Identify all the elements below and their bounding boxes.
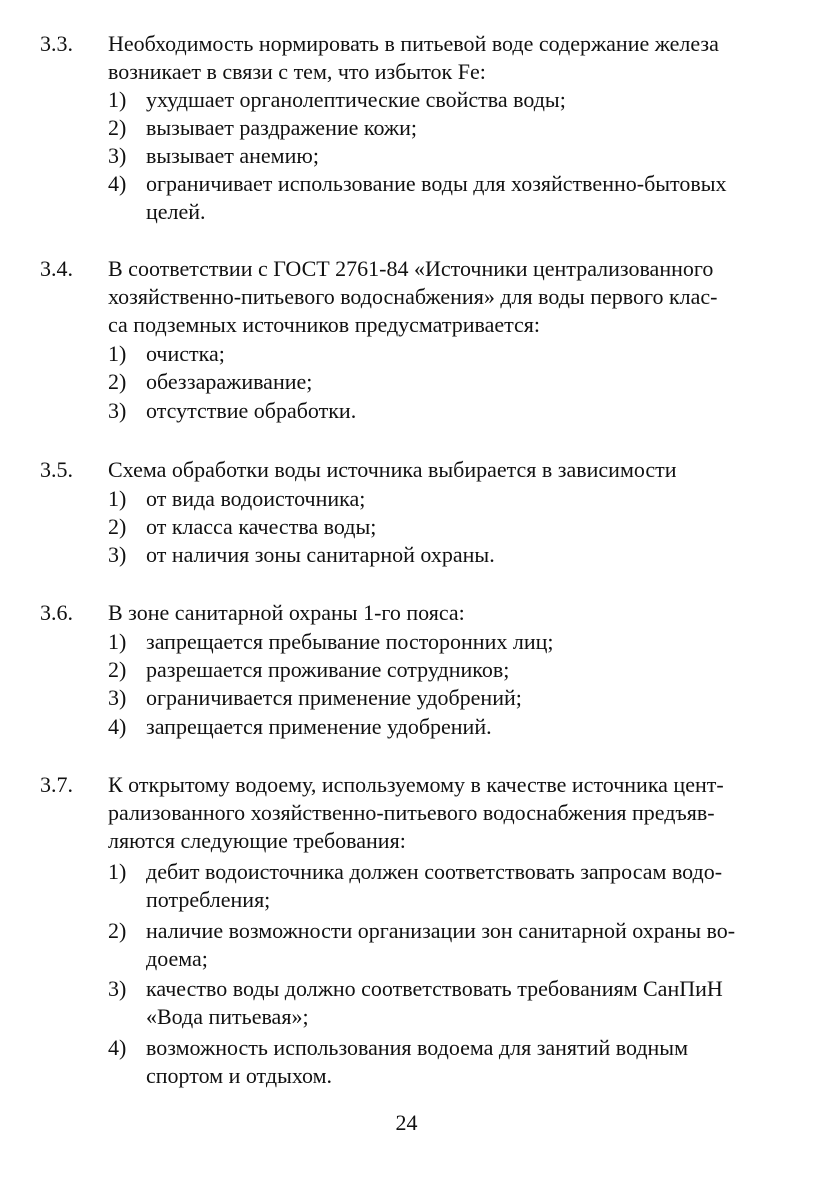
- option-number: 3): [108, 398, 127, 423]
- option-text: очистка;: [146, 341, 225, 366]
- question-number: 3.6.: [40, 600, 73, 625]
- option-text: от наличия зоны санитарной охраны.: [146, 542, 495, 567]
- option-number: 3): [108, 685, 127, 710]
- question-number: 3.3.: [40, 31, 73, 56]
- option-text: от вида водоисточника;: [146, 486, 366, 511]
- option-number: 3): [108, 542, 127, 567]
- option-number: 1): [108, 859, 127, 884]
- question-number: 3.4.: [40, 256, 73, 281]
- option-text: ограничивается применение удобрений;: [146, 685, 522, 710]
- option-number: 3): [108, 976, 127, 1001]
- option-text: вызывает анемию;: [146, 143, 319, 168]
- option-text: запрещается применение удобрений.: [146, 714, 492, 739]
- option-text: запрещается пребывание посторонних лиц;: [146, 629, 554, 654]
- option-number: 2): [108, 514, 127, 539]
- option-text: дебит водоисточника должен соответствовать запросам водо- потребления;: [146, 859, 723, 912]
- option-number: 3): [108, 143, 127, 168]
- option-text: наличие возможности организации зон санитарной охраны во- доема;: [146, 918, 736, 971]
- option-text: разрешается проживание сотрудников;: [146, 657, 510, 682]
- option-number: 4): [108, 714, 127, 739]
- option-text: ограничивает использование воды для хозяйственно-бытовых целей.: [146, 171, 727, 224]
- question-number: 3.7.: [40, 772, 73, 797]
- question-text: В зоне санитарной охраны 1-го пояса:: [108, 600, 465, 625]
- option-number: 2): [108, 115, 127, 140]
- option-text: ухудшает органолептические свойства воды;: [146, 87, 566, 112]
- option-number: 2): [108, 918, 127, 943]
- option-text: возможность использования водоема для занятий водным спортом и отдыхом.: [146, 1035, 688, 1088]
- question-number: 3.5.: [40, 457, 73, 482]
- option-text: обеззараживание;: [146, 369, 313, 394]
- question-text: Схема обработки воды источника выбирается в зависимости: [108, 457, 677, 482]
- option-number: 4): [108, 1035, 127, 1060]
- page-number: 24: [395, 1110, 418, 1135]
- option-number: 1): [108, 87, 127, 112]
- option-number: 1): [108, 486, 127, 511]
- option-number: 2): [108, 657, 127, 682]
- option-text: от класса качества воды;: [146, 514, 377, 539]
- option-text: отсутствие обработки.: [146, 398, 357, 423]
- option-number: 1): [108, 629, 127, 654]
- option-text: качество воды должно соответствовать требованиям СанПиН «Вода питьевая»;: [146, 976, 723, 1029]
- option-number: 2): [108, 369, 127, 394]
- question-text: К открытому водоему, используемому в качестве источника цент- рализованного хозяйственно-питьевого водоснабжения предъяв- ляются следующие требования:: [108, 772, 724, 853]
- question-text: В соответствии с ГОСТ 2761-84 «Источники централизованного хозяйственно-питьевого водоснабжения» для воды первого клас- са подземных источников предусматривается:: [108, 256, 718, 337]
- option-text: вызывает раздражение кожи;: [146, 115, 417, 140]
- option-number: 4): [108, 171, 127, 196]
- option-number: 1): [108, 341, 127, 366]
- question-text: Необходимость нормировать в питьевой воде содержание железа возникает в связи с тем, что избыток Fe:: [108, 31, 719, 84]
